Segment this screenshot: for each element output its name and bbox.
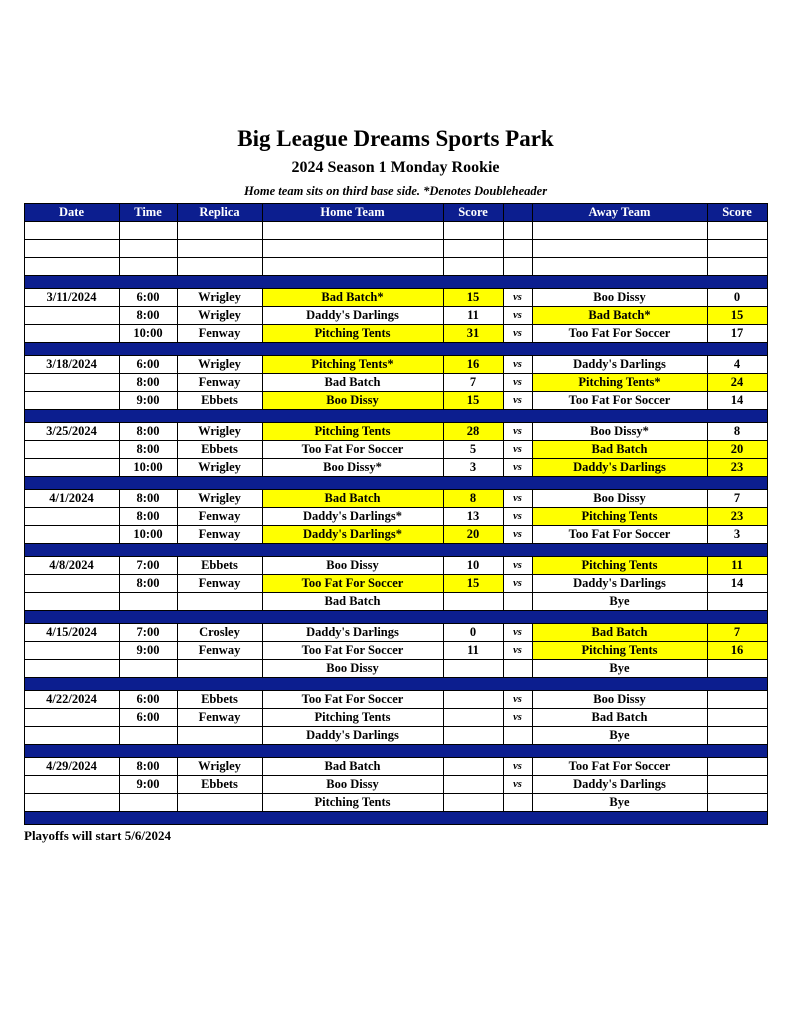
time-cell: 7:00 xyxy=(119,556,177,574)
home-score-cell: 15 xyxy=(443,391,503,409)
col-header-home-score: Score xyxy=(443,203,503,221)
game-row xyxy=(24,690,767,708)
week-separator-cell xyxy=(24,744,767,757)
home-score-cell xyxy=(443,592,503,610)
away-team-cell: Bye xyxy=(532,726,707,744)
game-row xyxy=(24,525,767,543)
home-score-cell: 11 xyxy=(443,306,503,324)
home-score-cell xyxy=(443,708,503,726)
vs-cell: vs xyxy=(503,775,532,793)
replica-cell xyxy=(177,793,262,811)
vs-cell: vs xyxy=(503,623,532,641)
home-score-cell: 3 xyxy=(443,458,503,476)
away-team-cell: Daddy's Darlings xyxy=(532,574,707,592)
week-separator-row xyxy=(24,275,767,288)
date-cell: 3/25/2024 xyxy=(24,422,119,440)
home-score-cell xyxy=(443,690,503,708)
away-team-cell: Too Fat For Soccer xyxy=(532,757,707,775)
game-row xyxy=(24,507,767,525)
date-cell xyxy=(24,257,119,275)
away-team-cell: Pitching Tents xyxy=(532,507,707,525)
game-row xyxy=(24,489,767,507)
time-cell: 8:00 xyxy=(119,757,177,775)
away-score-cell xyxy=(707,690,767,708)
vs-cell: vs xyxy=(503,373,532,391)
date-cell xyxy=(24,373,119,391)
game-row xyxy=(24,708,767,726)
game-row xyxy=(24,775,767,793)
time-cell xyxy=(119,239,177,257)
time-cell: 8:00 xyxy=(119,574,177,592)
away-team-cell: Daddy's Darlings xyxy=(532,458,707,476)
bye-row xyxy=(24,793,767,811)
time-cell: 8:00 xyxy=(119,489,177,507)
home-team-cell: Pitching Tents xyxy=(262,708,443,726)
replica-cell xyxy=(177,726,262,744)
replica-cell: Fenway xyxy=(177,641,262,659)
away-score-cell: 7 xyxy=(707,489,767,507)
game-row xyxy=(24,373,767,391)
date-cell: 4/1/2024 xyxy=(24,489,119,507)
bye-row xyxy=(24,592,767,610)
col-header-time: Time xyxy=(119,203,177,221)
home-team-cell: Bad Batch xyxy=(262,373,443,391)
home-team-cell xyxy=(262,221,443,239)
vs-cell xyxy=(503,793,532,811)
replica-cell: Wrigley xyxy=(177,489,262,507)
away-team-cell: Bad Batch* xyxy=(532,306,707,324)
game-row xyxy=(24,556,767,574)
home-team-cell: Pitching Tents xyxy=(262,422,443,440)
away-team-cell: Bye xyxy=(532,659,707,677)
week-separator-cell xyxy=(24,409,767,422)
home-score-cell: 8 xyxy=(443,489,503,507)
away-score-cell: 23 xyxy=(707,507,767,525)
home-team-cell xyxy=(262,257,443,275)
home-team-cell: Pitching Tents* xyxy=(262,355,443,373)
col-header-home-team: Home Team xyxy=(262,203,443,221)
time-cell xyxy=(119,726,177,744)
vs-cell: vs xyxy=(503,422,532,440)
away-team-cell: Boo Dissy xyxy=(532,690,707,708)
home-score-cell xyxy=(443,659,503,677)
home-team-cell: Boo Dissy xyxy=(262,775,443,793)
vs-cell xyxy=(503,726,532,744)
away-score-cell xyxy=(707,239,767,257)
away-team-cell: Bad Batch xyxy=(532,708,707,726)
home-team-cell: Pitching Tents xyxy=(262,324,443,342)
home-score-cell xyxy=(443,793,503,811)
vs-cell: vs xyxy=(503,641,532,659)
week-separator-row xyxy=(24,744,767,757)
time-cell: 8:00 xyxy=(119,306,177,324)
replica-cell: Fenway xyxy=(177,373,262,391)
replica-cell xyxy=(177,221,262,239)
away-score-cell: 14 xyxy=(707,391,767,409)
away-score-cell xyxy=(707,659,767,677)
vs-cell: vs xyxy=(503,507,532,525)
time-cell: 6:00 xyxy=(119,355,177,373)
home-score-cell xyxy=(443,757,503,775)
away-score-cell xyxy=(707,592,767,610)
time-cell xyxy=(119,659,177,677)
date-cell xyxy=(24,592,119,610)
date-cell xyxy=(24,458,119,476)
home-score-cell xyxy=(443,726,503,744)
away-score-cell xyxy=(707,257,767,275)
time-cell xyxy=(119,221,177,239)
game-row xyxy=(24,440,767,458)
date-cell xyxy=(24,391,119,409)
time-cell: 8:00 xyxy=(119,440,177,458)
home-score-cell: 7 xyxy=(443,373,503,391)
time-cell xyxy=(119,793,177,811)
vs-cell xyxy=(503,659,532,677)
game-row xyxy=(24,306,767,324)
vs-cell: vs xyxy=(503,574,532,592)
home-team-cell: Daddy's Darlings* xyxy=(262,525,443,543)
vs-cell xyxy=(503,592,532,610)
away-team-cell: Bye xyxy=(532,592,707,610)
home-team-cell: Too Fat For Soccer xyxy=(262,440,443,458)
home-team-cell: Bad Batch xyxy=(262,757,443,775)
vs-cell: vs xyxy=(503,440,532,458)
home-team-cell: Daddy's Darlings xyxy=(262,623,443,641)
vs-cell xyxy=(503,239,532,257)
page-title: Big League Dreams Sports Park xyxy=(237,126,554,151)
replica-cell: Ebbets xyxy=(177,391,262,409)
home-team-cell xyxy=(262,239,443,257)
week-separator-cell xyxy=(24,275,767,288)
col-header-away-score: Score xyxy=(707,203,767,221)
vs-cell: vs xyxy=(503,757,532,775)
week-separator-row xyxy=(24,677,767,690)
replica-cell xyxy=(177,239,262,257)
time-cell: 8:00 xyxy=(119,422,177,440)
bye-row xyxy=(24,726,767,744)
replica-cell: Wrigley xyxy=(177,422,262,440)
away-score-cell xyxy=(707,757,767,775)
vs-cell xyxy=(503,257,532,275)
header-row xyxy=(24,203,767,221)
home-score-cell: 16 xyxy=(443,355,503,373)
home-team-cell: Boo Dissy* xyxy=(262,458,443,476)
date-cell xyxy=(24,793,119,811)
time-cell: 6:00 xyxy=(119,690,177,708)
home-score-cell: 20 xyxy=(443,525,503,543)
away-score-cell: 8 xyxy=(707,422,767,440)
replica-cell: Wrigley xyxy=(177,306,262,324)
away-team-cell: Too Fat For Soccer xyxy=(532,391,707,409)
away-score-cell: 16 xyxy=(707,641,767,659)
away-team-cell: Boo Dissy xyxy=(532,288,707,306)
replica-cell: Fenway xyxy=(177,525,262,543)
time-cell: 7:00 xyxy=(119,623,177,641)
home-score-cell: 15 xyxy=(443,574,503,592)
home-score-cell: 10 xyxy=(443,556,503,574)
home-team-cell: Too Fat For Soccer xyxy=(262,574,443,592)
replica-cell: Fenway xyxy=(177,507,262,525)
away-score-cell xyxy=(707,793,767,811)
date-cell xyxy=(24,726,119,744)
home-score-cell: 5 xyxy=(443,440,503,458)
time-cell xyxy=(119,592,177,610)
date-cell xyxy=(24,574,119,592)
home-score-cell: 13 xyxy=(443,507,503,525)
date-cell xyxy=(24,659,119,677)
date-cell xyxy=(24,239,119,257)
game-row xyxy=(24,757,767,775)
away-team-cell: Boo Dissy xyxy=(532,489,707,507)
date-cell xyxy=(24,306,119,324)
home-score-cell: 15 xyxy=(443,288,503,306)
replica-cell: Wrigley xyxy=(177,355,262,373)
away-team-cell: Bad Batch xyxy=(532,440,707,458)
away-team-cell: Daddy's Darlings xyxy=(532,355,707,373)
week-separator-cell xyxy=(24,543,767,556)
home-team-cell: Too Fat For Soccer xyxy=(262,641,443,659)
week-separator-row xyxy=(24,811,767,824)
empty-row xyxy=(24,239,767,257)
time-cell: 8:00 xyxy=(119,373,177,391)
date-cell xyxy=(24,775,119,793)
away-score-cell: 11 xyxy=(707,556,767,574)
home-team-cell: Boo Dissy xyxy=(262,556,443,574)
replica-cell xyxy=(177,592,262,610)
page-subtitle: 2024 Season 1 Monday Rookie xyxy=(291,159,500,176)
replica-cell: Fenway xyxy=(177,708,262,726)
empty-row xyxy=(24,257,767,275)
time-cell: 6:00 xyxy=(119,708,177,726)
home-team-cell: Daddy's Darlings xyxy=(262,306,443,324)
away-team-cell: Pitching Tents xyxy=(532,641,707,659)
away-team-cell: Daddy's Darlings xyxy=(532,775,707,793)
home-score-cell xyxy=(443,221,503,239)
away-team-cell: Too Fat For Soccer xyxy=(532,324,707,342)
week-separator-cell xyxy=(24,476,767,489)
away-score-cell: 14 xyxy=(707,574,767,592)
time-cell: 6:00 xyxy=(119,288,177,306)
replica-cell: Ebbets xyxy=(177,775,262,793)
away-team-cell: Bye xyxy=(532,793,707,811)
col-header-replica: Replica xyxy=(177,203,262,221)
date-cell: 4/15/2024 xyxy=(24,623,119,641)
time-cell: 9:00 xyxy=(119,391,177,409)
col-header-date: Date xyxy=(24,203,119,221)
game-row xyxy=(24,324,767,342)
home-team-cell: Too Fat For Soccer xyxy=(262,690,443,708)
replica-cell: Fenway xyxy=(177,574,262,592)
game-row xyxy=(24,391,767,409)
vs-cell: vs xyxy=(503,556,532,574)
week-separator-row xyxy=(24,610,767,623)
away-score-cell: 17 xyxy=(707,324,767,342)
home-team-cell: Daddy's Darlings xyxy=(262,726,443,744)
away-team-cell xyxy=(532,239,707,257)
vs-cell: vs xyxy=(503,288,532,306)
date-cell xyxy=(24,221,119,239)
empty-row xyxy=(24,221,767,239)
week-separator-cell xyxy=(24,811,767,824)
away-score-cell xyxy=(707,221,767,239)
date-cell xyxy=(24,507,119,525)
home-score-cell: 11 xyxy=(443,641,503,659)
game-row xyxy=(24,641,767,659)
schedule-table xyxy=(24,203,768,825)
replica-cell: Ebbets xyxy=(177,440,262,458)
date-cell xyxy=(24,525,119,543)
replica-cell: Wrigley xyxy=(177,458,262,476)
replica-cell xyxy=(177,257,262,275)
home-score-cell xyxy=(443,239,503,257)
time-cell: 9:00 xyxy=(119,641,177,659)
date-cell xyxy=(24,324,119,342)
vs-cell: vs xyxy=(503,458,532,476)
away-score-cell xyxy=(707,726,767,744)
week-separator-row xyxy=(24,409,767,422)
bye-row xyxy=(24,659,767,677)
away-score-cell: 7 xyxy=(707,623,767,641)
date-cell: 3/18/2024 xyxy=(24,355,119,373)
game-row xyxy=(24,422,767,440)
away-score-cell xyxy=(707,708,767,726)
replica-cell xyxy=(177,659,262,677)
game-row xyxy=(24,574,767,592)
vs-cell: vs xyxy=(503,690,532,708)
away-team-cell xyxy=(532,221,707,239)
home-team-cell: Boo Dissy xyxy=(262,391,443,409)
home-score-cell xyxy=(443,257,503,275)
week-separator-cell xyxy=(24,677,767,690)
replica-cell: Wrigley xyxy=(177,757,262,775)
vs-cell: vs xyxy=(503,708,532,726)
replica-cell: Fenway xyxy=(177,324,262,342)
date-cell xyxy=(24,641,119,659)
home-team-cell: Bad Batch xyxy=(262,592,443,610)
vs-cell: vs xyxy=(503,391,532,409)
week-separator-row xyxy=(24,476,767,489)
col-header-vs-spacer xyxy=(503,203,532,221)
replica-cell: Ebbets xyxy=(177,690,262,708)
replica-cell: Crosley xyxy=(177,623,262,641)
time-cell: 8:00 xyxy=(119,507,177,525)
away-team-cell: Too Fat For Soccer xyxy=(532,525,707,543)
time-cell: 10:00 xyxy=(119,458,177,476)
game-row xyxy=(24,288,767,306)
vs-cell: vs xyxy=(503,324,532,342)
away-team-cell: Pitching Tents xyxy=(532,556,707,574)
home-team-note: Home team sits on third base side. *Denotes Doubleheader xyxy=(243,184,548,198)
date-cell: 3/11/2024 xyxy=(24,288,119,306)
away-team-cell: Bad Batch xyxy=(532,623,707,641)
replica-cell: Wrigley xyxy=(177,288,262,306)
home-score-cell: 31 xyxy=(443,324,503,342)
game-row xyxy=(24,458,767,476)
col-header-away-team: Away Team xyxy=(532,203,707,221)
vs-cell xyxy=(503,221,532,239)
date-cell: 4/29/2024 xyxy=(24,757,119,775)
away-team-cell: Pitching Tents* xyxy=(532,373,707,391)
week-separator-row xyxy=(24,342,767,355)
week-separator-cell xyxy=(24,610,767,623)
home-team-cell: Pitching Tents xyxy=(262,793,443,811)
away-score-cell: 4 xyxy=(707,355,767,373)
home-team-cell: Daddy's Darlings* xyxy=(262,507,443,525)
date-cell: 4/22/2024 xyxy=(24,690,119,708)
time-cell xyxy=(119,257,177,275)
replica-cell: Ebbets xyxy=(177,556,262,574)
playoffs-note: Playoffs will start 5/6/2024 xyxy=(24,827,171,843)
away-team-cell xyxy=(532,257,707,275)
away-score-cell: 24 xyxy=(707,373,767,391)
away-score-cell: 23 xyxy=(707,458,767,476)
time-cell: 10:00 xyxy=(119,525,177,543)
away-score-cell xyxy=(707,775,767,793)
vs-cell: vs xyxy=(503,306,532,324)
home-score-cell: 28 xyxy=(443,422,503,440)
time-cell: 10:00 xyxy=(119,324,177,342)
week-separator-cell xyxy=(24,342,767,355)
week-separator-row xyxy=(24,543,767,556)
time-cell: 9:00 xyxy=(119,775,177,793)
away-score-cell: 15 xyxy=(707,306,767,324)
vs-cell: vs xyxy=(503,489,532,507)
date-cell xyxy=(24,440,119,458)
game-row xyxy=(24,355,767,373)
away-score-cell: 0 xyxy=(707,288,767,306)
game-row xyxy=(24,623,767,641)
date-cell xyxy=(24,708,119,726)
home-team-cell: Bad Batch* xyxy=(262,288,443,306)
away-score-cell: 3 xyxy=(707,525,767,543)
away-team-cell: Boo Dissy* xyxy=(532,422,707,440)
home-score-cell xyxy=(443,775,503,793)
away-score-cell: 20 xyxy=(707,440,767,458)
date-cell: 4/8/2024 xyxy=(24,556,119,574)
vs-cell: vs xyxy=(503,355,532,373)
home-team-cell: Bad Batch xyxy=(262,489,443,507)
vs-cell: vs xyxy=(503,525,532,543)
home-team-cell: Boo Dissy xyxy=(262,659,443,677)
home-score-cell: 0 xyxy=(443,623,503,641)
